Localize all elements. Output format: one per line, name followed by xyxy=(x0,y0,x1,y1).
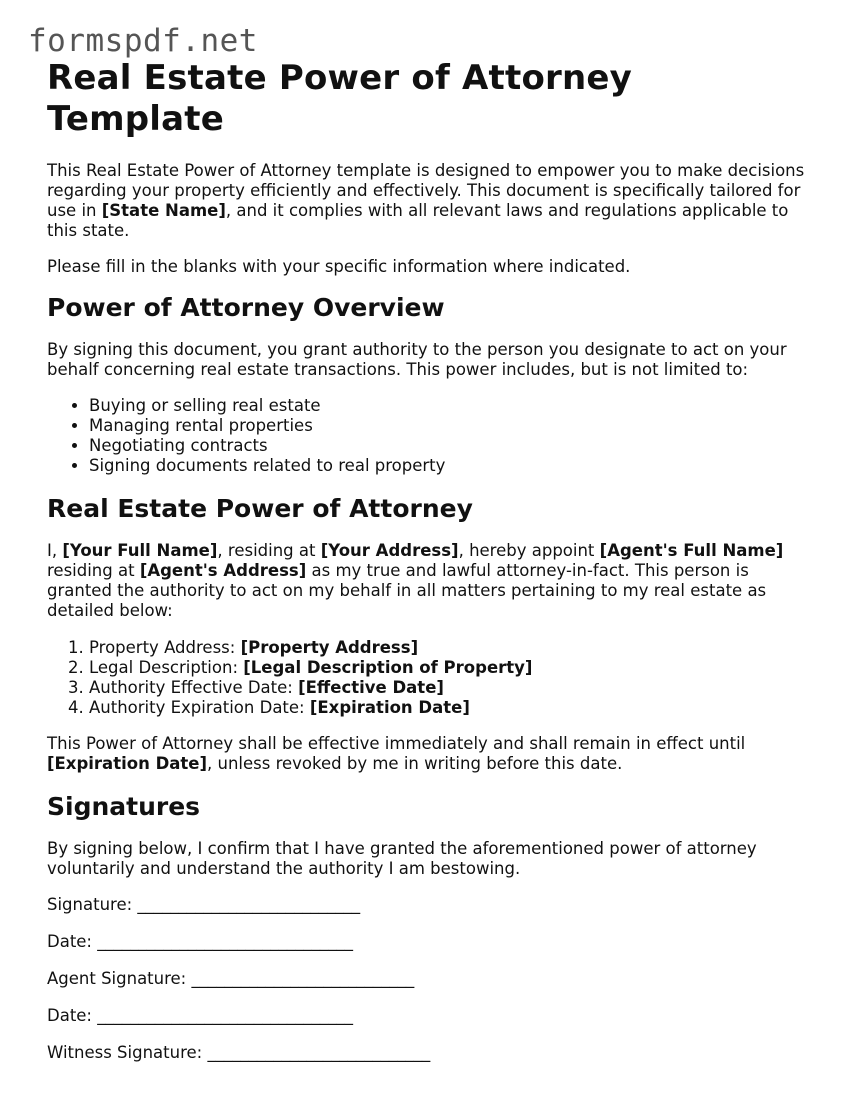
state-name-placeholder: [State Name] xyxy=(101,200,226,220)
agent-address-placeholder: [Agent's Address] xyxy=(139,560,307,580)
intro-text-b: , and it complies with all relevant laws and regulations applicable to this state. xyxy=(47,200,789,240)
appointment-paragraph xyxy=(47,541,817,621)
details-list xyxy=(47,638,817,718)
text-run: I, xyxy=(47,540,63,560)
witness-signature-line[interactable]: Witness Signature: ___________________________ xyxy=(47,1042,431,1062)
effective-date-placeholder: [Effective Date] xyxy=(298,677,444,697)
your-address-placeholder: [Your Address] xyxy=(320,540,459,560)
expiration-date-placeholder: [Expiration Date] xyxy=(309,697,470,717)
fill-instructions: Please fill in the blanks with your specific information where indicated. xyxy=(47,256,631,276)
intro-paragraph xyxy=(47,161,817,241)
text-run: This Power of Attorney shall be effective immediately and shall remain in effect until xyxy=(47,733,746,753)
text-run: , hereby appoint xyxy=(458,540,600,560)
agent-signature-line[interactable]: Agent Signature: ___________________________ xyxy=(47,968,415,988)
item-label: Property Address: xyxy=(89,637,241,657)
list-item xyxy=(89,638,817,658)
item-label: Authority Effective Date: xyxy=(89,677,299,697)
agent-date-line[interactable]: Date: _______________________________ xyxy=(47,1005,353,1025)
list-item: • Signing documents related to real property xyxy=(89,456,817,476)
list-item xyxy=(89,678,817,698)
page-title: Real Estate Power of Attorney Template xyxy=(47,58,632,139)
effective-paragraph xyxy=(47,734,817,774)
powers-list xyxy=(47,396,817,476)
agent-name-placeholder: [Agent's Full Name] xyxy=(599,540,784,560)
overview-heading: Power of Attorney Overview xyxy=(47,292,445,322)
text-run: residing at xyxy=(47,560,140,580)
item-label: Legal Description: xyxy=(89,657,244,677)
poa-heading: Real Estate Power of Attorney xyxy=(47,493,473,523)
document-page xyxy=(47,58,817,1063)
intro-text-a: This Real Estate Power of Attorney template is designed to empower you to make decisions regarding your property efficiently and effectively. This document is specifically tailored for use in xyxy=(47,160,805,220)
list-item xyxy=(89,698,817,718)
list-item xyxy=(89,658,817,678)
expiration-date-placeholder: [Expiration Date] xyxy=(47,753,208,773)
legal-description-placeholder: [Legal Description of Property] xyxy=(243,657,533,677)
watermark: formspdf.net xyxy=(28,23,258,59)
text-run: as my true and lawful attorney-in-fact. This person is granted the authority to act on my behalf in all matters pertaining to my real estate as detailed below: xyxy=(47,560,767,620)
your-name-placeholder: [Your Full Name] xyxy=(62,540,218,560)
signatures-heading: Signatures xyxy=(47,791,201,821)
list-item: • Managing rental properties xyxy=(89,416,817,436)
list-item: • Buying or selling real estate xyxy=(89,396,817,416)
text-run: , residing at xyxy=(217,540,321,560)
list-item: • Negotiating contracts xyxy=(89,436,817,456)
signatures-paragraph: By signing below, I confirm that I have granted the aforementioned power of attorney voluntarily and understand the authority I am bestowing. xyxy=(47,838,757,878)
text-run: , unless revoked by me in writing before this date. xyxy=(207,753,623,773)
signature-line[interactable]: Signature: ___________________________ xyxy=(47,894,361,914)
date-line[interactable]: Date: _______________________________ xyxy=(47,931,353,951)
overview-paragraph: By signing this document, you grant authority to the person you designate to act on your behalf concerning real estate transactions. This power includes, but is not limited to: xyxy=(47,339,787,379)
property-address-placeholder: [Property Address] xyxy=(240,637,419,657)
item-label: Authority Expiration Date: xyxy=(89,697,310,717)
